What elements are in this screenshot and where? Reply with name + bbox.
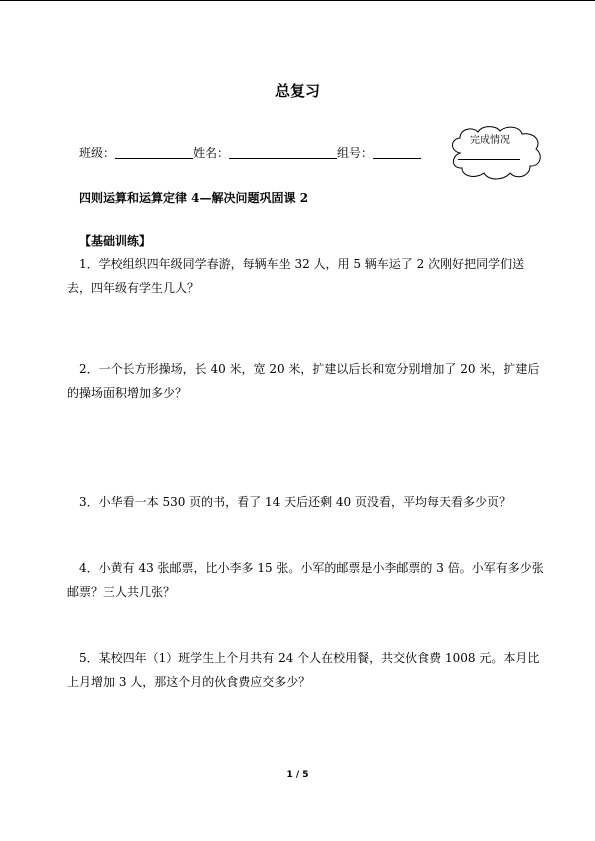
question-text: 4．小黄有 43 张邮票，比小李多 15 张。小军的邮票是小李邮票的 3 倍。小军有多少张邮票？三人共几张？	[67, 561, 544, 599]
group-label: 组号：	[337, 146, 374, 160]
question-4	[67, 556, 545, 604]
completion-label: 完成情况	[470, 135, 510, 146]
question-text: 2．一个长方形操场，长 40 米，宽 20 米，扩建以后长和宽分别增加了 20 米，扩建后的操场面积增加多少？	[67, 362, 540, 400]
name-label: 姓名：	[193, 146, 230, 160]
page-title: 总复习	[274, 82, 320, 100]
lesson-subtitle: 四则运算和运算定律 4—解决问题巩固课 2	[79, 191, 309, 205]
completion-blank	[458, 159, 520, 160]
question-5	[67, 646, 545, 694]
question-text: 5．某校四年（1）班学生上个月共有 24 个人在校用餐，共交伙食费 1008 元。本月比上月增加 3 人，那这个月的伙食费应交多少？	[67, 651, 540, 689]
student-info-row	[79, 144, 421, 161]
question-3	[67, 490, 545, 514]
question-text: 1．学校组织四年级同学春游，每辆车坐 32 人，用 5 辆车运了 2 次刚好把同学们送去，四年级有学生几人？	[67, 257, 525, 295]
section-title: 【基础训练】	[79, 234, 152, 248]
name-blank	[229, 146, 337, 159]
class-blank	[115, 146, 193, 159]
group-blank	[373, 146, 421, 159]
question-text: 3．小华看一本 530 页的书，看了 14 天后还剩 40 页没看，平均每天看多少页？	[79, 495, 511, 509]
question-2	[67, 357, 545, 405]
header-rule	[0, 0, 595, 1]
page-number: 1 / 5	[286, 770, 309, 780]
question-1	[67, 252, 545, 300]
class-label: 班级：	[79, 146, 116, 160]
